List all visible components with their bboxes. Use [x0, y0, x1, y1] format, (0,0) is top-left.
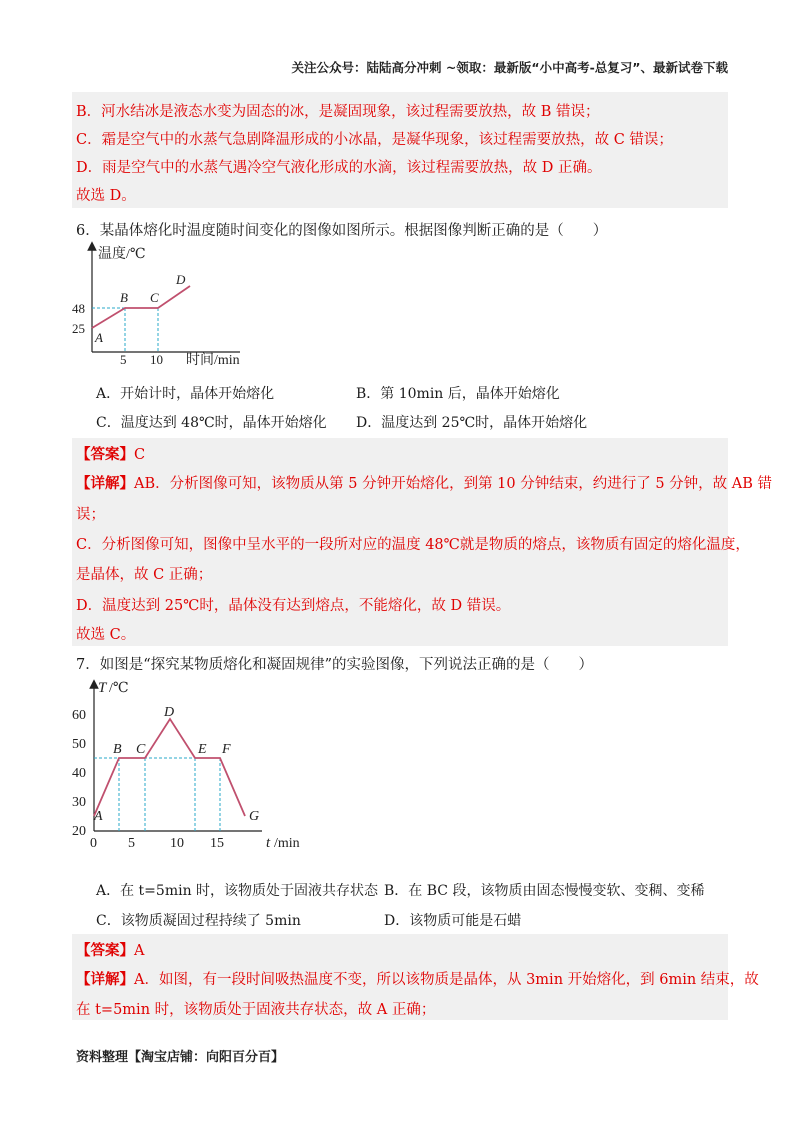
prev-answer-line-b: B．河水结冰是液态水变为固态的冰，是凝固现象，该过程需要放热，故 B 错误； — [76, 104, 600, 120]
q7-chart — [68, 674, 318, 854]
q7-curve — [94, 719, 245, 816]
q7-ylabel-t: T — [98, 680, 107, 696]
q6-point-b: B — [120, 290, 128, 305]
q7-ytick-60: 60 — [72, 708, 86, 723]
q7-option-c: C．该物质凝固过程持续了 5min — [96, 913, 301, 929]
q6-option-c: C．温度达到 48℃时，晶体开始熔化 — [96, 415, 327, 431]
q6-answer-tag: 【答案】 — [76, 446, 134, 463]
q6-answer-value: C — [134, 447, 146, 463]
q6-detail-line-5: D．温度达到 25℃时，晶体没有达到熔点，不能熔化，故 D 错误。 — [76, 598, 511, 614]
page-footer: 资料整理【淘宝店铺：向阳百分百】 — [76, 1050, 285, 1065]
q6-point-d: D — [176, 272, 186, 287]
q7-detail-tag: 【详解】 — [76, 971, 134, 988]
page-header: 关注公众号：陆陆高分冲刺 ~领取：最新版“小中高考-总复习”、最新试卷下载 — [291, 60, 728, 75]
q7-point-b: B — [113, 742, 122, 757]
q7-option-b: B．在 BC 段，该物质由固态慢慢变软、变稠、变稀 — [384, 883, 705, 899]
q6-option-a: A．开始计时，晶体开始熔化 — [96, 386, 275, 402]
q7-point-e: E — [198, 742, 207, 757]
q6-detail-line-4: 是晶体，故 C 正确； — [76, 567, 213, 583]
q6-answer — [76, 443, 145, 464]
q6-point-a: A — [95, 330, 103, 345]
q7-answer-value: A — [134, 943, 145, 959]
q7-detail-line-1 — [76, 968, 759, 989]
q7-point-d: D — [164, 705, 175, 720]
q7-point-g: G — [249, 809, 260, 824]
q7-answer — [76, 939, 144, 960]
q7-option-a: A．在 t=5min 时，该物质处于固液共存状态 — [96, 883, 379, 899]
q6-point-c: C — [150, 290, 159, 305]
q7-detail-text-1: A．如图，有一段时间吸热温度不变，所以该物质是晶体，从 3min 开始熔化，到 6min 结束，故 — [134, 972, 759, 988]
q7-stem: 7．如图是“探究某物质熔化和凝固规律”的实验图像，下列说法正确的是（ ） — [76, 657, 594, 673]
q6-option-d: D．温度达到 25℃时，晶体开始熔化 — [356, 415, 588, 431]
q7-ytick-30: 30 — [72, 795, 86, 810]
prev-answer-line-d: D．雨是空气中的水蒸气遇冷空气液化形成的水滴，该过程需要放热，故 D 正确。 — [76, 160, 602, 176]
q6-xtick-5: 5 — [120, 352, 127, 367]
q7-xtick-5: 5 — [128, 836, 135, 851]
q6-xlabel: 时间/min — [186, 353, 240, 368]
q7-answer-tag: 【答案】 — [76, 942, 134, 959]
q6-detail-tag: 【详解】 — [76, 475, 134, 492]
q6-detail-line-2: 误； — [76, 507, 105, 523]
q7-xtick-15: 15 — [210, 836, 224, 851]
q7-ytick-40: 40 — [72, 766, 86, 781]
q6-ytick-48: 48 — [72, 301, 85, 316]
q7-xtick-10: 10 — [170, 836, 184, 851]
q7-ylabel-unit: /℃ — [109, 681, 129, 696]
q7-detail-line-2: 在 t=5min 时，该物质处于固液共存状态，故 A 正确； — [76, 1002, 436, 1018]
q6-xtick-10: 10 — [150, 352, 163, 367]
q7-xtick-0: 0 — [90, 836, 97, 851]
q7-xlabel-unit: /min — [274, 836, 300, 851]
q6-detail-text-1: AB．分析图像可知，该物质从第 5 分钟开始熔化，到第 10 分钟结束，约进行了 5 分钟，故 AB 错 — [134, 476, 773, 492]
q7-point-f: F — [222, 742, 231, 757]
prev-answer-conclusion: 故选 D。 — [76, 188, 136, 204]
q6-detail-line-1 — [76, 472, 772, 493]
q6-option-b: B．第 10min 后，晶体开始熔化 — [356, 386, 560, 402]
q6-detail-line-6: 故选 C。 — [76, 627, 136, 643]
q6-ylabel: 温度/℃ — [98, 247, 146, 262]
q6-detail-line-3: C．分析图像可知，图像中呈水平的一段所对应的温度 48℃就是物质的熔点，该物质有固定的熔化温度， — [76, 537, 750, 553]
q6-chart — [70, 240, 290, 370]
prev-answer-line-c: C．霜是空气中的水蒸气急剧降温形成的小冰晶，是凝华现象，该过程需要放热，故 C 错误； — [76, 132, 673, 148]
q7-point-a: A — [94, 809, 103, 824]
q7-ytick-50: 50 — [72, 737, 86, 752]
q7-point-c: C — [136, 742, 146, 757]
q6-stem: 6．某晶体熔化时温度随时间变化的图像如图所示。根据图像判断正确的是（ ） — [76, 223, 608, 239]
q7-option-d: D．该物质可能是石蜡 — [384, 913, 522, 929]
q6-ytick-25: 25 — [72, 321, 85, 336]
q7-ytick-20: 20 — [72, 824, 86, 839]
q7-xlabel-t: t — [266, 835, 271, 851]
q6-curve — [92, 286, 190, 328]
